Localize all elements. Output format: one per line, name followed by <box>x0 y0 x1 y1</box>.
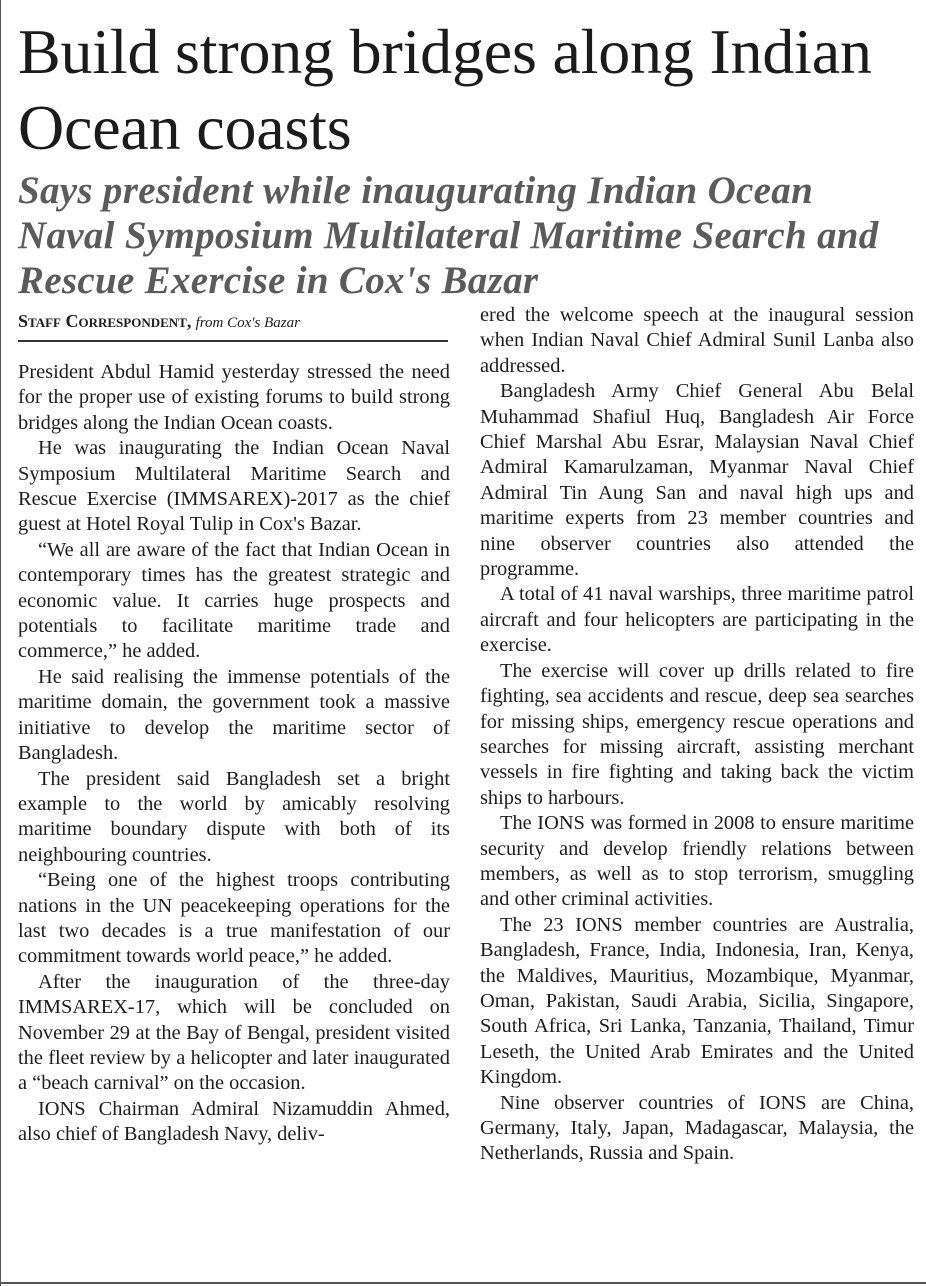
paragraph: Nine observer countries of IONS are China, Germany, Italy, Japan, Madagascar, Malaysia, the Netherlands, Russia and Spain. <box>480 1091 914 1165</box>
paragraph: He said realising the immense potentials of the maritime domain, the government took a massive initiative to develop the maritime sector of Bangladesh. <box>18 665 450 765</box>
byline-location: from Cox's Bazar <box>195 315 300 331</box>
subheadline: Says president while inaugurating Indian Ocean Naval Symposium Multilateral Maritime Search and Rescue Exercise in Cox's Bazar <box>18 169 879 302</box>
paragraph: He was inaugurating the Indian Ocean Naval Symposium Multilateral Maritime Search and Rescue Exercise (IMMSAREX)-2017 as the chief guest at Hotel Royal Tulip in Cox's Bazar. <box>18 437 450 536</box>
paragraph: The exercise will cover up drills related to fire fighting, sea accidents and rescue, deep sea searches for missing ships, emergency rescue operations and searches for missing aircraft, assisting merchant vessels in fire fighting and taking back the victim ships to harbours. <box>480 659 914 809</box>
left-column <box>18 360 450 1148</box>
paragraph: The IONS was formed in 2008 to ensure maritime security and develop friendly relations between members, as well as to stop terrorism, smuggling and other criminal activities. <box>480 812 914 911</box>
paragraph: “Being one of the highest troops contributing nations in the UN peacekeeping operations for the last two decades is a true manifestation of our commitment towards world peace,” he added. <box>18 869 450 968</box>
paragraph: After the inauguration of the three-day IMMSAREX-17, which will be concluded on November 29 at the Bay of Bengal, president visited the fleet review by a helicopter and later inaugurated a “beach carnival” on the occasion. <box>18 970 450 1095</box>
byline-name: Staff Correspondent, <box>18 311 192 331</box>
paragraph: President Abdul Hamid yesterday stressed the need for the proper use of existing forums to build strong bridges along the Indian Ocean coasts. <box>18 361 450 434</box>
paragraph: “We all are aware of the fact that Indian Ocean in contemporary times has the greatest strategic and economic value. It carries huge prospects and potentials to facilitate maritime trade and commerce,” he added. <box>18 538 450 663</box>
paragraph: IONS Chairman Admiral Nizamuddin Ahmed, also chief of Bangladesh Navy, deliv- <box>18 1097 450 1146</box>
paragraph: ered the welcome speech at the inaugural session when Indian Naval Chief Admiral Sunil Lanba also addressed. <box>480 304 914 377</box>
paragraph: The president said Bangladesh set a bright example to the world by amicably resolving maritime boundary dispute with both of its neighbouring countries. <box>18 767 450 866</box>
page-bottom-border <box>0 1282 926 1284</box>
paragraph: The 23 IONS member countries are Australia, Bangladesh, France, India, Indonesia, Iran, Kenya, the Maldives, Mauritius, Mozambique, Myanmar, Oman, Pakistan, Saudi Arabia, Sicilia, Singapore, South Africa, Sri Lanka, Tanzania, Thailand, Timur Leseth, the United Arab Emirates and the United Kingdom. <box>480 913 914 1089</box>
paragraph: Bangladesh Army Chief General Abu Belal Muhammad Shafiul Huq, Bangladesh Air Force Chief Marshal Abu Esrar, Malaysian Naval Chief Admiral Kamarulzaman, Myanmar Naval Chief Admiral Tin Aung San and naval high ups and maritime experts from 23 member countries and nine observer countries also attended the programme. <box>480 380 914 581</box>
headline: Build strong bridges along Indian Ocean coasts <box>18 16 872 163</box>
byline-divider <box>18 340 448 342</box>
right-column <box>480 303 914 1167</box>
paragraph: A total of 41 naval warships, three maritime patrol aircraft and four helicopters are participating in the exercise. <box>480 583 914 657</box>
byline <box>18 310 448 334</box>
page-left-border <box>0 0 1 1286</box>
